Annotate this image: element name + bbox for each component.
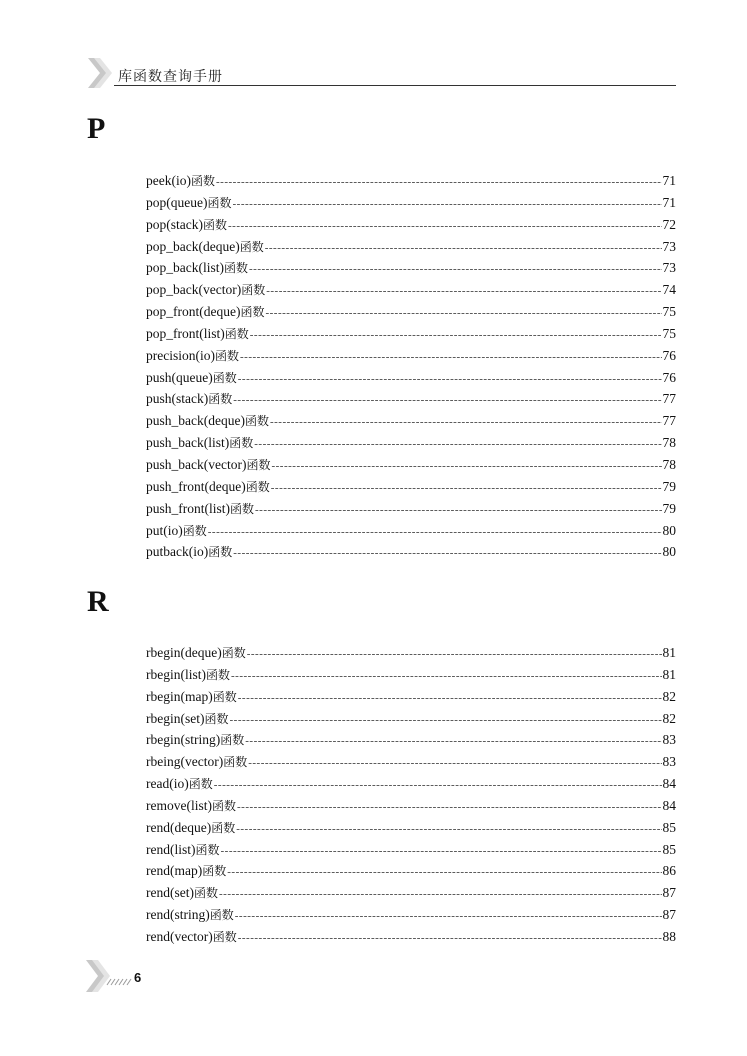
function-name: rend(deque) — [146, 819, 212, 835]
entry-name — [146, 541, 232, 564]
dot-leader — [245, 731, 661, 753]
entry-name — [146, 520, 207, 543]
toc-list-p — [146, 170, 676, 563]
toc-entry — [146, 751, 676, 773]
toc-entry — [146, 323, 676, 345]
toc-entry — [146, 817, 676, 839]
function-name: rbegin(map) — [146, 688, 213, 704]
function-name: put(io) — [146, 522, 183, 538]
entry-name — [146, 498, 254, 521]
function-suffix: 函数 — [246, 457, 271, 472]
function-suffix: 函数 — [230, 501, 255, 516]
header-rule — [114, 85, 676, 86]
function-name: push_front(list) — [146, 500, 230, 516]
dot-leader — [271, 456, 661, 478]
function-suffix: 函数 — [224, 326, 249, 341]
dot-leader — [231, 666, 661, 688]
entry-name — [146, 170, 215, 193]
toc-entry — [146, 904, 676, 926]
entry-name — [146, 236, 264, 259]
entry-name — [146, 839, 220, 862]
toc-entry — [146, 279, 676, 301]
entry-page-number: 77 — [662, 391, 676, 407]
hatch-decoration — [106, 978, 134, 986]
entry-name — [146, 904, 234, 927]
entry-name — [146, 192, 232, 215]
entry-page-number: 82 — [662, 688, 676, 704]
function-suffix: 函数 — [209, 908, 234, 923]
entry-name — [146, 882, 218, 905]
entry-page-number: 85 — [662, 841, 676, 857]
entry-name — [146, 686, 237, 709]
function-name: rbegin(deque) — [146, 645, 222, 660]
entry-page-number: 76 — [662, 347, 676, 363]
dot-leader — [270, 412, 662, 434]
entry-page-number: 73 — [662, 238, 676, 254]
dot-leader — [208, 522, 662, 544]
function-name: push_front(deque) — [146, 478, 246, 494]
function-name: rend(list) — [146, 841, 196, 857]
page-number: 6 — [134, 970, 142, 985]
entry-page-number: 76 — [662, 369, 676, 385]
page-footer — [84, 958, 164, 994]
function-name: rbegin(list) — [146, 666, 206, 682]
function-name: push_back(list) — [146, 435, 230, 451]
entry-name — [146, 751, 247, 774]
dot-leader — [216, 172, 662, 194]
dot-leader — [228, 216, 662, 238]
dot-leader — [235, 906, 662, 928]
entry-page-number: 84 — [662, 797, 676, 813]
entry-page-number: 79 — [662, 478, 676, 494]
entry-page-number: 88 — [662, 928, 676, 944]
function-suffix: 函数 — [221, 646, 246, 660]
function-name: rend(set) — [146, 885, 194, 901]
entry-page-number: 71 — [662, 173, 676, 188]
entry-page-number: 79 — [662, 500, 676, 516]
toc-entry — [146, 686, 676, 708]
dot-leader — [265, 238, 662, 260]
toc-entry — [146, 773, 676, 795]
entry-page-number: 78 — [662, 456, 676, 472]
toc-entry — [146, 708, 676, 730]
dot-leader — [233, 543, 661, 565]
entry-page-number: 81 — [662, 666, 676, 682]
function-suffix: 函数 — [212, 370, 237, 385]
entry-page-number: 80 — [662, 544, 676, 560]
entry-name — [146, 795, 236, 818]
function-name: push_back(deque) — [146, 413, 245, 429]
function-name: putback(io) — [146, 544, 209, 560]
entry-name — [146, 642, 246, 665]
dot-leader — [238, 369, 662, 391]
entry-page-number: 85 — [662, 819, 676, 835]
entry-page-number: 73 — [662, 260, 676, 276]
entry-name — [146, 708, 229, 731]
function-suffix: 函数 — [229, 436, 254, 451]
toc-entry — [146, 642, 676, 664]
entry-page-number: 87 — [662, 885, 676, 901]
function-suffix: 函数 — [204, 711, 229, 726]
toc-entry — [146, 664, 676, 686]
function-suffix: 函数 — [193, 886, 218, 901]
function-suffix: 函数 — [220, 733, 245, 748]
function-suffix: 函数 — [244, 414, 269, 429]
entry-page-number: 78 — [662, 435, 676, 451]
function-name: pop(stack) — [146, 216, 203, 232]
function-name: precision(io) — [146, 347, 215, 363]
header-title: 库函数查询手册 — [118, 69, 223, 85]
toc-entry — [146, 388, 676, 410]
function-name: rend(string) — [146, 907, 210, 923]
entry-page-number: 83 — [662, 732, 676, 748]
function-name: pop_back(vector) — [146, 282, 242, 298]
dot-leader — [237, 797, 662, 819]
function-suffix: 函数 — [241, 283, 266, 298]
section-letter-r: R — [87, 585, 109, 618]
function-name: rbegin(set) — [146, 710, 205, 726]
function-suffix: 函数 — [188, 777, 213, 792]
function-suffix: 函数 — [212, 929, 237, 944]
function-suffix: 函数 — [190, 174, 215, 188]
entry-name — [146, 454, 270, 477]
toc-entry — [146, 860, 676, 882]
dot-leader — [248, 753, 661, 775]
toc-entry — [146, 345, 676, 367]
toc-entry — [146, 795, 676, 817]
function-suffix: 函数 — [207, 195, 232, 210]
function-name: rbeing(vector) — [146, 754, 224, 770]
toc-entry — [146, 170, 676, 192]
entry-name — [146, 214, 227, 237]
entry-name — [146, 432, 253, 455]
toc-entry — [146, 839, 676, 861]
entry-page-number: 74 — [662, 282, 676, 298]
entry-page-number: 80 — [662, 522, 676, 538]
chevron-arrow-icon — [84, 958, 114, 994]
function-suffix: 函数 — [214, 348, 239, 363]
function-suffix: 函数 — [223, 261, 248, 276]
dot-leader — [219, 884, 662, 906]
function-name: push(queue) — [146, 369, 213, 385]
function-suffix: 函数 — [212, 689, 237, 704]
entry-name — [146, 773, 213, 796]
function-suffix: 函数 — [239, 239, 264, 254]
toc-list-r — [146, 642, 676, 948]
entry-page-number: 75 — [662, 325, 676, 341]
dot-leader — [236, 819, 661, 841]
function-name: peek(io) — [146, 173, 191, 188]
entry-name — [146, 817, 235, 840]
entry-page-number: 83 — [662, 754, 676, 770]
function-suffix: 函数 — [208, 392, 233, 407]
function-name: push_back(vector) — [146, 456, 247, 472]
function-suffix: 函数 — [223, 755, 248, 770]
function-name: pop(queue) — [146, 194, 208, 210]
toc-entry — [146, 214, 676, 236]
dot-leader — [230, 710, 662, 732]
toc-entry — [146, 257, 676, 279]
function-name: read(io) — [146, 776, 189, 792]
toc-entry — [146, 541, 676, 563]
toc-entry — [146, 729, 676, 751]
entry-name — [146, 729, 244, 752]
entry-page-number: 82 — [662, 710, 676, 726]
entry-page-number: 77 — [662, 413, 676, 429]
function-name: rend(map) — [146, 863, 203, 879]
entry-name — [146, 279, 265, 302]
entry-name — [146, 664, 230, 687]
toc-entry — [146, 367, 676, 389]
dot-leader — [227, 862, 661, 884]
entry-name — [146, 301, 264, 324]
toc-entry — [146, 882, 676, 904]
function-suffix: 函数 — [202, 864, 227, 879]
dot-leader — [233, 194, 662, 216]
toc-entry — [146, 926, 676, 948]
page-header — [86, 56, 676, 90]
entry-name — [146, 323, 249, 346]
toc-entry — [146, 432, 676, 454]
dot-leader — [255, 500, 661, 522]
entry-page-number: 87 — [662, 907, 676, 923]
entry-page-number: 86 — [662, 863, 676, 879]
dot-leader — [221, 841, 662, 863]
function-name: remove(list) — [146, 797, 212, 813]
function-name: pop_back(deque) — [146, 238, 240, 254]
function-suffix: 函数 — [206, 667, 231, 682]
entry-page-number: 84 — [662, 776, 676, 792]
dot-leader — [266, 281, 661, 303]
function-name: rend(vector) — [146, 928, 213, 944]
toc-entry — [146, 410, 676, 432]
function-name: pop_front(deque) — [146, 304, 241, 320]
function-suffix: 函数 — [208, 545, 233, 560]
toc-entry — [146, 192, 676, 214]
dot-leader — [233, 390, 661, 412]
entry-name — [146, 367, 237, 390]
toc-entry — [146, 498, 676, 520]
dot-leader — [249, 259, 662, 281]
entry-page-number: 81 — [662, 645, 676, 660]
entry-name — [146, 926, 237, 949]
entry-page-number: 71 — [662, 194, 676, 210]
function-suffix: 函数 — [202, 217, 227, 232]
dot-leader — [247, 644, 662, 666]
dot-leader — [265, 303, 661, 325]
function-suffix: 函数 — [195, 842, 220, 857]
function-suffix: 函数 — [211, 820, 236, 835]
section-letter-p: P — [87, 112, 106, 145]
dot-leader — [214, 775, 662, 797]
function-suffix: 函数 — [211, 798, 236, 813]
entry-name — [146, 388, 232, 411]
entry-name — [146, 345, 239, 368]
entry-page-number: 75 — [662, 304, 676, 320]
function-suffix: 函数 — [245, 479, 270, 494]
dot-leader — [238, 688, 662, 710]
function-name: push(stack) — [146, 391, 209, 407]
toc-entry — [146, 301, 676, 323]
toc-entry — [146, 476, 676, 498]
function-name: rbegin(string) — [146, 732, 221, 748]
toc-entry — [146, 520, 676, 542]
function-suffix: 函数 — [182, 523, 207, 538]
dot-leader — [238, 928, 662, 950]
entry-page-number: 72 — [662, 216, 676, 232]
dot-leader — [240, 347, 662, 369]
entry-name — [146, 257, 248, 280]
chevron-arrow-icon — [86, 56, 116, 90]
function-suffix: 函数 — [240, 305, 265, 320]
dot-leader — [254, 434, 661, 456]
toc-entry — [146, 236, 676, 258]
dot-leader — [250, 325, 662, 347]
function-name: pop_back(list) — [146, 260, 224, 276]
entry-name — [146, 860, 226, 883]
entry-name — [146, 410, 269, 433]
dot-leader — [271, 478, 662, 500]
toc-entry — [146, 454, 676, 476]
function-name: pop_front(list) — [146, 325, 225, 341]
entry-name — [146, 476, 270, 499]
